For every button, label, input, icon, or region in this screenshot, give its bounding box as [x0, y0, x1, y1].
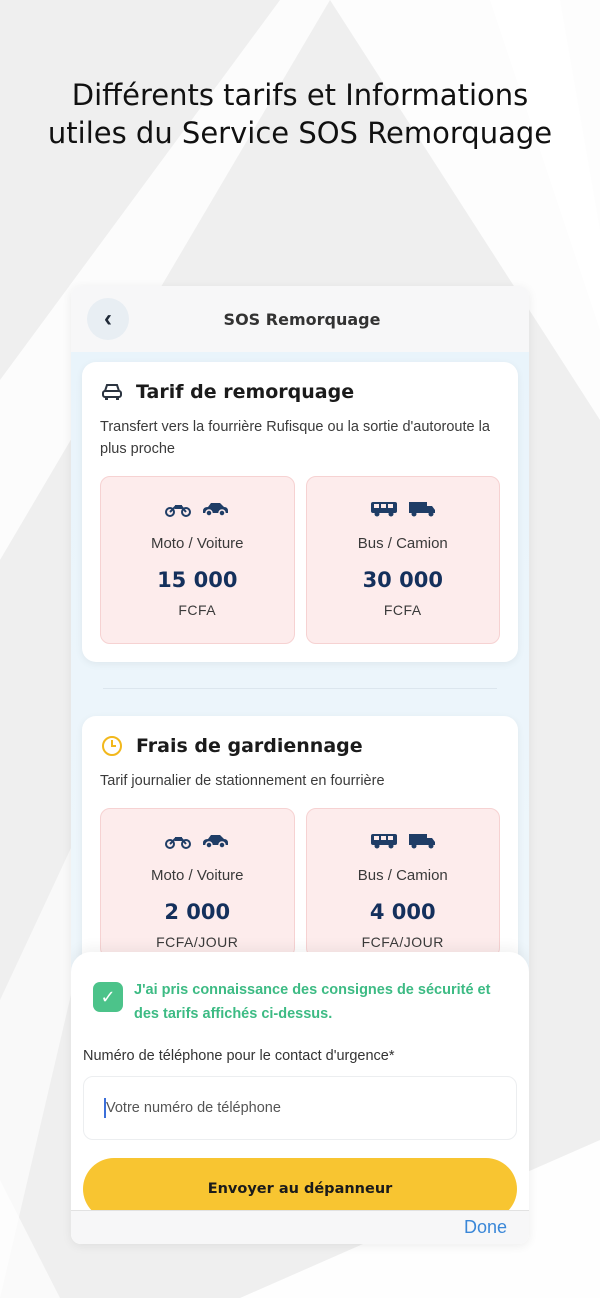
price-box-bus-truck: [306, 476, 501, 644]
phone-input[interactable]: [83, 1076, 517, 1140]
back-button[interactable]: [87, 298, 129, 340]
price-unit: FCFA/JOUR: [156, 934, 239, 950]
towing-description: Transfert vers la fourrière Rufisque ou la sortie d'autoroute la plus proche: [100, 419, 490, 457]
price-value: 4 000: [369, 900, 436, 924]
price-unit: FCFA: [383, 602, 422, 618]
text-caret: [104, 1098, 106, 1118]
app-header: [71, 286, 529, 352]
storage-title: Frais de gardiennage: [136, 735, 363, 757]
motorcycle-icon: [165, 833, 191, 849]
price-unit: FCFA/JOUR: [361, 934, 444, 950]
towing-title: Tarif de remorquage: [136, 381, 355, 403]
checkmark-icon: ✓: [100, 986, 116, 1007]
emergency-form-sheet: [71, 952, 529, 1244]
vehicle-label: Bus / Camion: [357, 867, 448, 884]
truck-icon: [408, 501, 436, 517]
price-box-moto-car: [100, 808, 295, 958]
price-value: 30 000: [362, 568, 443, 592]
car-icon: [201, 501, 229, 517]
page-title: SOS Remorquage: [223, 309, 381, 329]
price-value: 2 000: [164, 900, 231, 924]
car-icon: [201, 833, 229, 849]
phone-field-label: Numéro de téléphone pour le contact d'urgence*: [83, 1048, 395, 1064]
vehicle-label: Moto / Voiture: [150, 535, 244, 552]
send-to-tow-truck-button[interactable]: Envoyer au dépanneur: [83, 1158, 517, 1220]
phone-screen: [71, 286, 529, 1244]
section-divider: [103, 688, 497, 689]
price-box-moto-car: [100, 476, 295, 644]
vehicle-label: Moto / Voiture: [150, 867, 244, 884]
price-unit: FCFA: [178, 602, 217, 618]
price-box-bus-truck: [306, 808, 501, 958]
motorcycle-icon: [165, 501, 191, 517]
consent-text: J'ai pris connaissance des consignes de sécurité et des tarifs affichés ci-dessus.: [134, 982, 491, 1022]
done-button[interactable]: Done: [463, 1217, 507, 1237]
storage-description: Tarif journalier de stationnement en fourrière: [100, 773, 385, 789]
consent-row[interactable]: [93, 982, 514, 1026]
keyboard-accessory-bar: [71, 1210, 529, 1244]
car-icon: [100, 380, 124, 404]
bus-icon: [370, 833, 398, 849]
bus-icon: [370, 501, 398, 517]
chevron-left-icon: ‹: [104, 305, 112, 332]
vehicle-label: Bus / Camion: [357, 535, 448, 552]
price-value: 15 000: [157, 568, 238, 592]
clock-icon: [100, 734, 124, 758]
towing-tariff-card: [82, 362, 518, 662]
consent-checkbox[interactable]: [93, 982, 123, 1012]
content-scroll-area[interactable]: [71, 352, 529, 972]
truck-icon: [408, 833, 436, 849]
promo-headline: Différents tarifs et Informations utiles du Service SOS Remorquage: [47, 78, 553, 150]
